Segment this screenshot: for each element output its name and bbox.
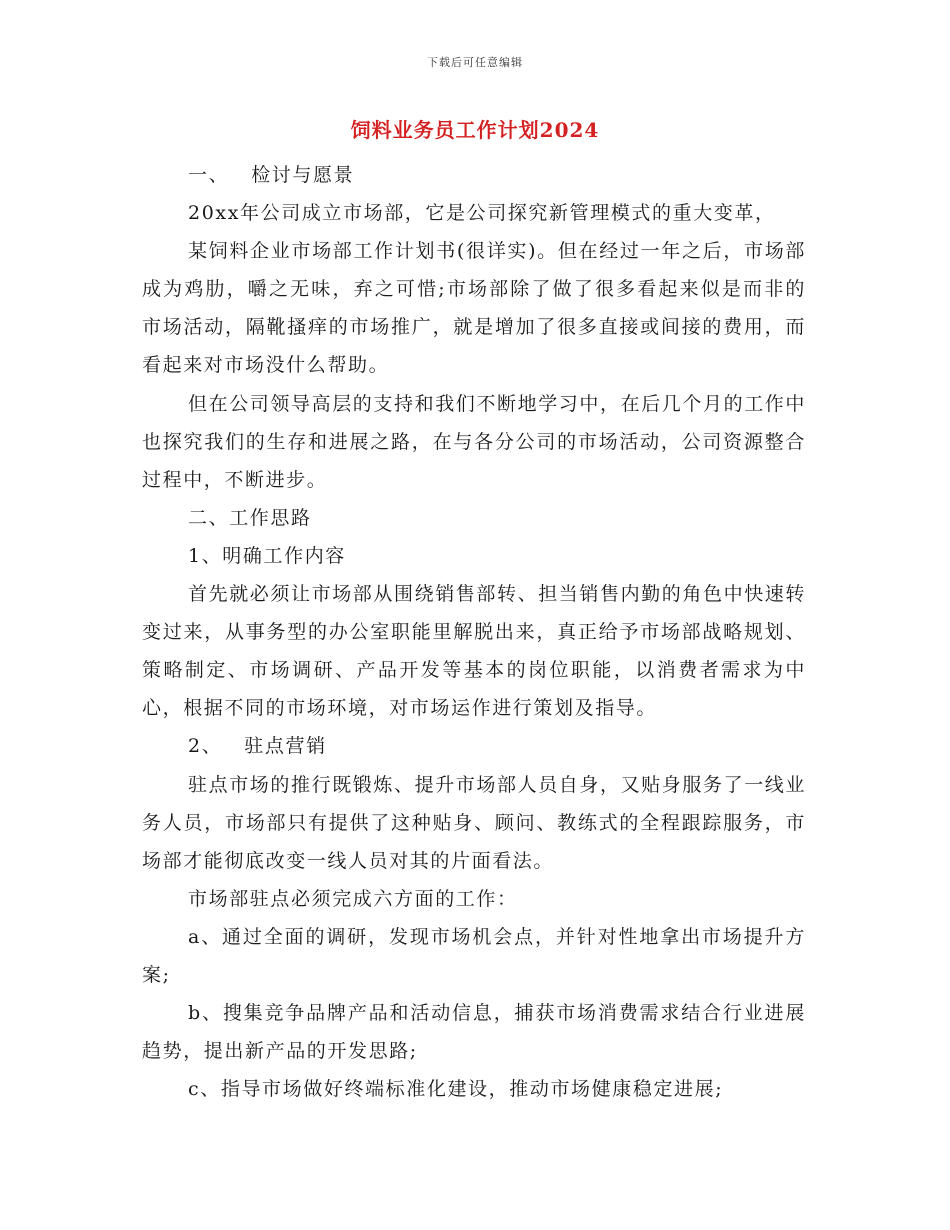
list-item-b: b、搜集竞争品牌产品和活动信息，捕获市场消费需求结合行业进展趋势，提出新产品的开发思路; bbox=[142, 1002, 806, 1063]
header-note: 下载后可任意编辑 bbox=[427, 56, 523, 69]
list-item-c: c、指导市场做好终端标准化建设，推动市场健康稳定进展; bbox=[188, 1078, 724, 1101]
section-heading-1 bbox=[142, 156, 806, 194]
paragraph: 市场部驻点必须完成六方面的工作： bbox=[188, 887, 518, 910]
document-title: 饲料业务员工作计划2024 bbox=[350, 118, 600, 142]
section-heading-2: 二、工作思路 bbox=[188, 506, 312, 529]
paragraph: 驻点市场的推行既锻炼、提升市场部人员自身，又贴身服务了一线业务人员，市场部只有提供了这种贴身、顾问、教练式的全程跟踪服务，市场部才能彻底改变一线人员对其的片面看法。 bbox=[142, 773, 807, 872]
subsection-heading-2 bbox=[142, 727, 806, 765]
paragraph: 首先就必须让市场部从围绕销售部转、担当销售内勤的角色中快速转变过来，从事务型的办公室职能里解脱出来，真正给予市场部战略规划、策略制定、市场调研、产品开发等基本的岗位职能，以消费者需求为中心，根据不同的市场环境，对市场运作进行策划及指导。 bbox=[142, 583, 807, 720]
subsection-number: 2、 bbox=[188, 735, 223, 758]
paragraph: 某饲料企业市场部工作计划书(很详实)。但在经过一年之后，市场部成为鸡肋，嚼之无味，弃之可惜;市场部除了做了很多看起来似是而非的市场活动，隔靴搔痒的市场推广，就是增加了很多直接或间接的费用，而看起来对市场没什么帮助。 bbox=[142, 240, 806, 377]
section-number: 一、 bbox=[188, 164, 230, 186]
paragraph: 20xx年公司成立市场部，它是公司探究新管理模式的重大变革， bbox=[188, 202, 776, 225]
list-item-a: a、通过全面的调研，发现市场机会点，并针对性地拿出市场提升方案; bbox=[142, 925, 806, 986]
paragraph: 但在公司领导高层的支持和我们不断地学习中，在后几个月的工作中也探究我们的生存和进展之路，在与各分公司的市场活动，公司资源整合过程中，不断进步。 bbox=[142, 392, 807, 491]
subsection-heading-text: 驻点营销 bbox=[244, 735, 327, 758]
document-body bbox=[142, 156, 806, 1108]
section-heading-text: 检讨与愿景 bbox=[251, 164, 355, 186]
subsection-heading-1: 1、明确工作内容 bbox=[188, 544, 346, 567]
